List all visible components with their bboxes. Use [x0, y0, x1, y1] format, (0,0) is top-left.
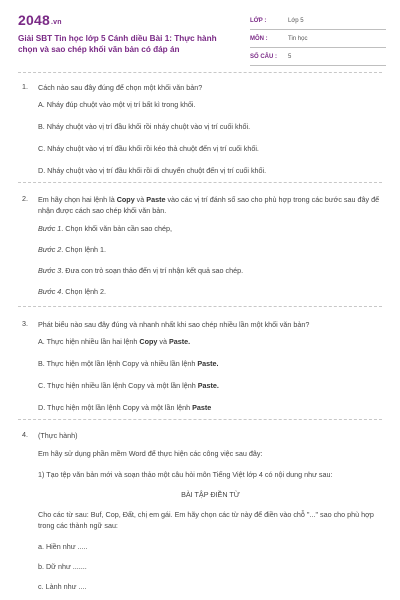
question-text: (Thực hành)	[38, 431, 78, 440]
meta-row-count	[250, 48, 386, 66]
question-text: Cách nào sau đây đúng để chọn một khối văn bản?	[38, 83, 203, 92]
question-number: 2.	[22, 194, 28, 203]
option-b: B. Nháy chuột vào vị trí đầu khối rồi nháy chuột vào vị trí cuối khối.	[38, 122, 251, 131]
meta-table	[250, 12, 386, 66]
option-c: C. Thực hiện nhiều lần lệnh Copy và một lần lệnh Paste.	[38, 381, 219, 390]
site-logo[interactable]	[18, 12, 62, 28]
meta-key: MÔN :	[250, 35, 268, 42]
option-b: B. Thực hiện một lần lệnh Copy và nhiều lần lệnh Paste.	[38, 359, 219, 368]
divider	[18, 182, 382, 183]
item-c: c. Lành như ....	[38, 582, 87, 591]
step-2: Bước 2. Chọn lệnh 1.	[38, 245, 107, 254]
question-number: 1.	[22, 82, 28, 91]
meta-key: LỚP :	[250, 17, 267, 24]
page-title: Giải SBT Tin học lớp 5 Cánh diều Bài 1: Thực hành chọn và sao chép khối văn bản có đáp án	[18, 34, 217, 54]
option-a: A. Thực hiện nhiều lần hai lệnh Copy và Paste.	[38, 337, 191, 346]
option-d: D. Thực hiện một lần lệnh Copy và một lần lệnh Paste	[38, 403, 212, 412]
step-1: Bước 1. Chọn khối văn bản cần sao chép,	[38, 224, 172, 233]
meta-row-class	[250, 12, 386, 30]
meta-value: Tin học	[288, 35, 308, 42]
item-b: b. Dữ như .......	[38, 562, 87, 571]
meta-value: Lớp 5	[288, 17, 304, 24]
exercise-heading: BÀI TẬP ĐIỀN TỪ	[181, 490, 240, 499]
option-a: A. Nháy đúp chuột vào một vị trí bất kì trong khối.	[38, 100, 196, 109]
question-text: Phát biểu nào sau đây đúng và nhanh nhất khi sao chép nhiều lần một khối văn bản?	[38, 320, 310, 329]
meta-value: 5	[288, 53, 292, 60]
item-a: a. Hiền như .....	[38, 542, 88, 551]
divider	[18, 306, 382, 307]
paragraph-3: Cho các từ sau: Buf, Cop, Đất, chị em gái. Em hãy chọn các từ này để điền vào chỗ "..." sao cho phù hợp trong các thành ngữ sau:	[38, 510, 374, 530]
step-3: Bước 3. Đưa con trỏ soạn thảo đến vị trí nhận kết quả sao chép.	[38, 266, 244, 275]
question-text: Em hãy chọn hai lệnh là Copy và Paste vào các vị trí đánh số sao cho phù hợp trong các bước sau đây để nhận được cách sao chép khối văn bản.	[38, 195, 380, 215]
divider	[18, 419, 382, 420]
paragraph-2: 1) Tạo tệp văn bản mới và soạn thảo một câu hỏi môn Tiếng Việt lớp 4 có nội dung như sau:	[38, 470, 333, 479]
meta-row-subject	[250, 30, 386, 48]
paragraph-1: Em hãy sử dụng phần mềm Word để thực hiện các công việc sau đây:	[38, 449, 263, 458]
option-d: D. Nháy chuột vào vị trí đầu khối rồi di chuyển chuột đến vị trí cuối khối.	[38, 166, 267, 175]
meta-key: SỐ CÂU :	[250, 53, 277, 60]
step-4: Bước 4. Chọn lệnh 2.	[38, 287, 107, 296]
question-number: 3.	[22, 319, 28, 328]
logo-suffix: .vn	[50, 19, 62, 26]
option-c: C. Nháy chuột vào vị trí đầu khối rồi kéo thả chuột đến vị trí cuối khối.	[38, 144, 259, 153]
divider	[18, 72, 382, 73]
question-number: 4.	[22, 430, 28, 439]
logo-main: 2048	[18, 12, 50, 28]
page-header	[0, 0, 400, 68]
